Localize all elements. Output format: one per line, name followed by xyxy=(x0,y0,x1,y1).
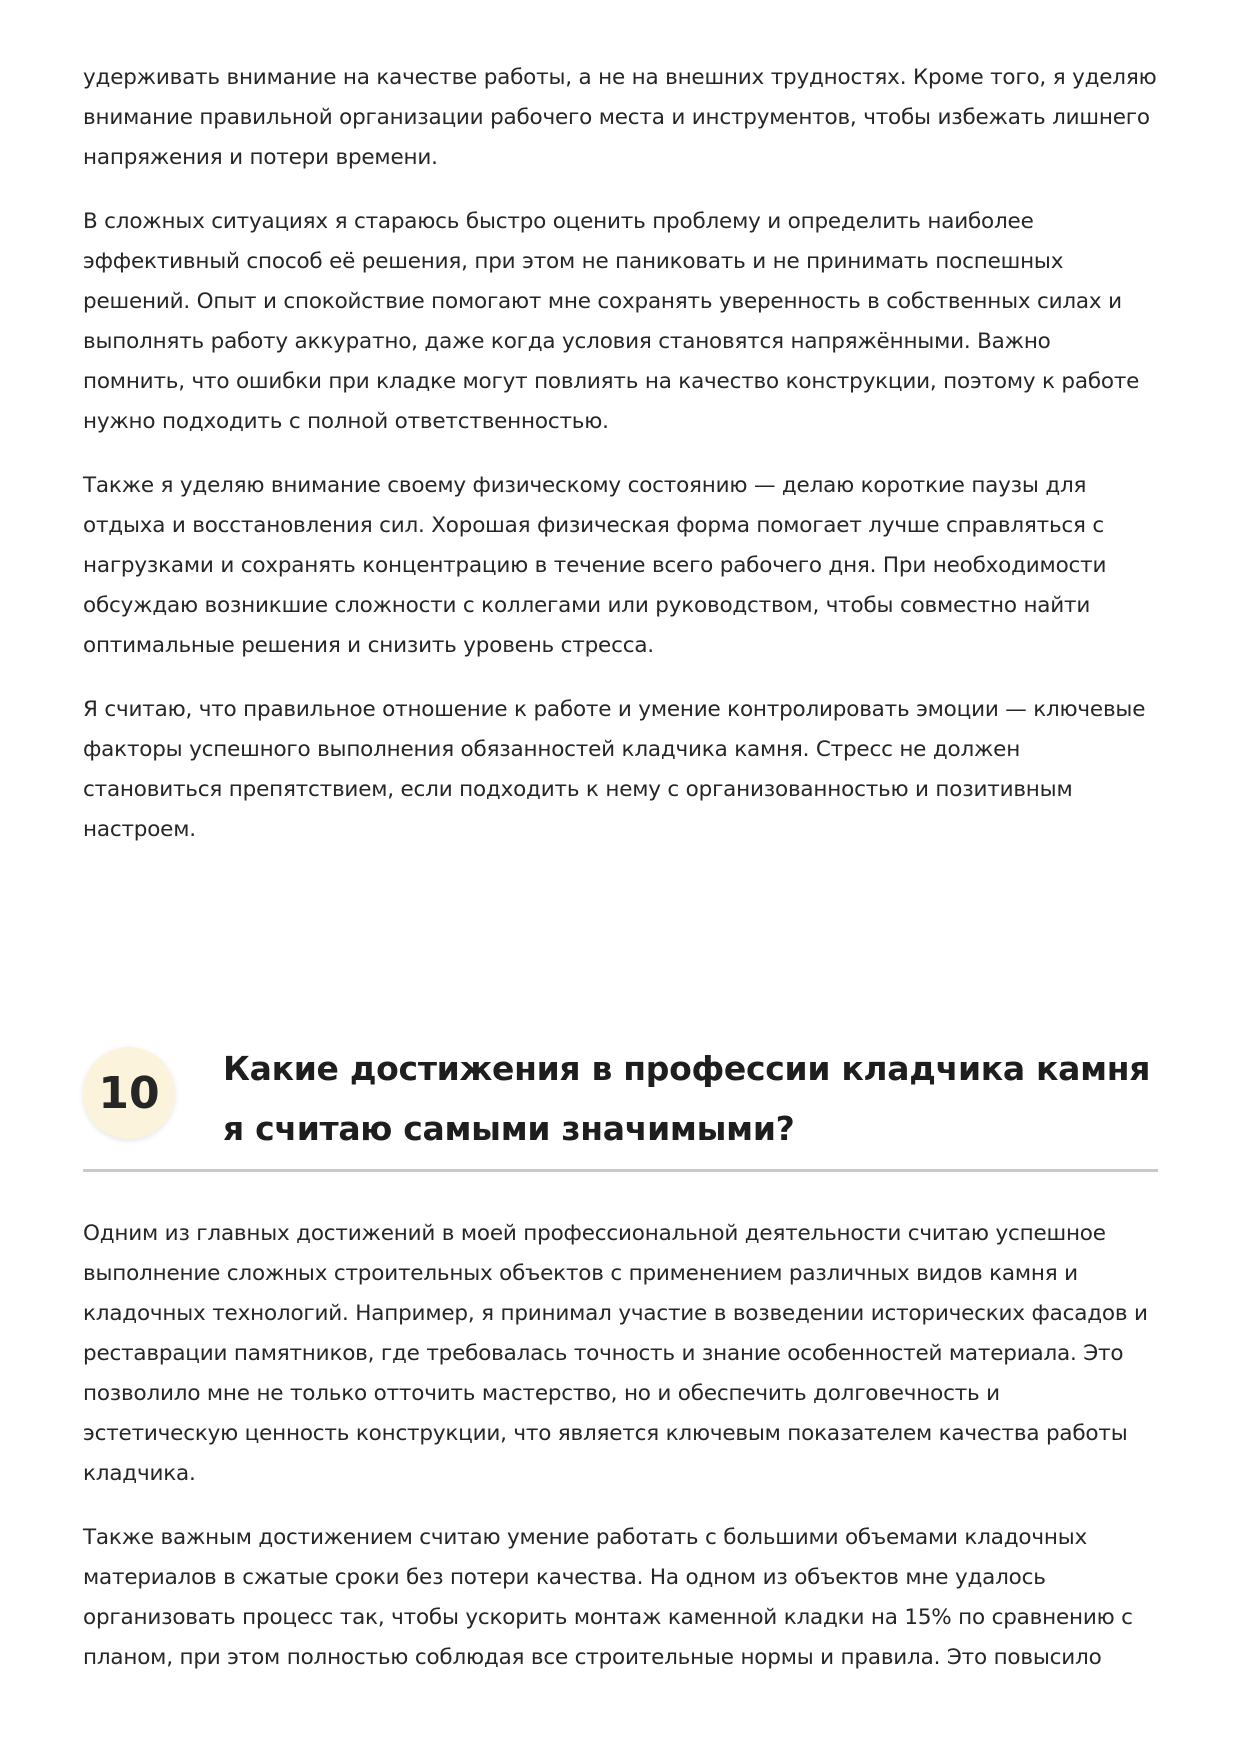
document-page xyxy=(83,58,1158,1702)
paragraph: Одним из главных достижений в моей профессиональной деятельности считаю успешное выполнение сложных строительных объектов с применением различных видов камня и кладочных технологий. Например, я принимал участие в возведении исторических фасадов и реставрации памятников, где требовалась точность и знание особенностей материала. Это позволило мне не только отточить мастерство, но и обеспечить долговечность и эстетическую ценность конструкции, что является ключевым показателем качества работы кладчика. xyxy=(83,1221,1148,1486)
paragraph: Также я уделяю внимание своему физическому состоянию — делаю короткие паузы для отдыха и восстановления сил. Хорошая физическая форма помогает лучше справляться с нагрузками и сохранять концентрацию в течение всего рабочего дня. При необходимости обсуждаю возникшие сложности с коллегами или руководством, чтобы совместно найти оптимальные решения и снизить уровень стресса. xyxy=(83,473,1107,658)
question-heading xyxy=(83,1039,1158,1172)
section-spacer xyxy=(83,874,1158,1039)
paragraph: В сложных ситуациях я стараюсь быстро оценить проблему и определить наиболее эффективный способ её решения, при этом не паниковать и не принимать поспешных решений. Опыт и спокойствие помогают мне сохранять уверенность в собственных силах и выполнять работу аккуратно, даже когда условия становятся напряжёнными. Важно помнить, что ошибки при кладке могут повлиять на качество конструкции, поэтому к работе нужно подходить с полной ответственностью. xyxy=(83,209,1140,434)
question-title: Какие достижения в профессии кладчика камня я считаю самыми значимыми? xyxy=(223,1049,1151,1148)
question-number-badge xyxy=(83,1047,175,1139)
paragraph: Также важным достижением считаю умение работать с большими объемами кладочных материалов в сжатые сроки без потери качества. На одном из объектов мне удалось организовать процесс так, чтобы ускорить монтаж каменной кладки на 15% по сравнению с планом, при этом полностью соблюдая все строительные нормы и правила. Это повысило xyxy=(83,1525,1133,1670)
question-number: 10 xyxy=(98,1067,160,1119)
paragraph: Я считаю, что правильное отношение к работе и умение контролировать эмоции — ключевые факторы успешного выполнения обязанностей кладчика камня. Стресс не должен становиться препятствием, если подходить к нему с организованностью и позитивным настроем. xyxy=(83,697,1146,842)
paragraph: удерживать внимание на качестве работы, а не на внешних трудностях. Кроме того, я уделяю внимание правильной организации рабочего места и инструментов, чтобы избежать лишнего напряжения и потери времени. xyxy=(83,65,1157,170)
